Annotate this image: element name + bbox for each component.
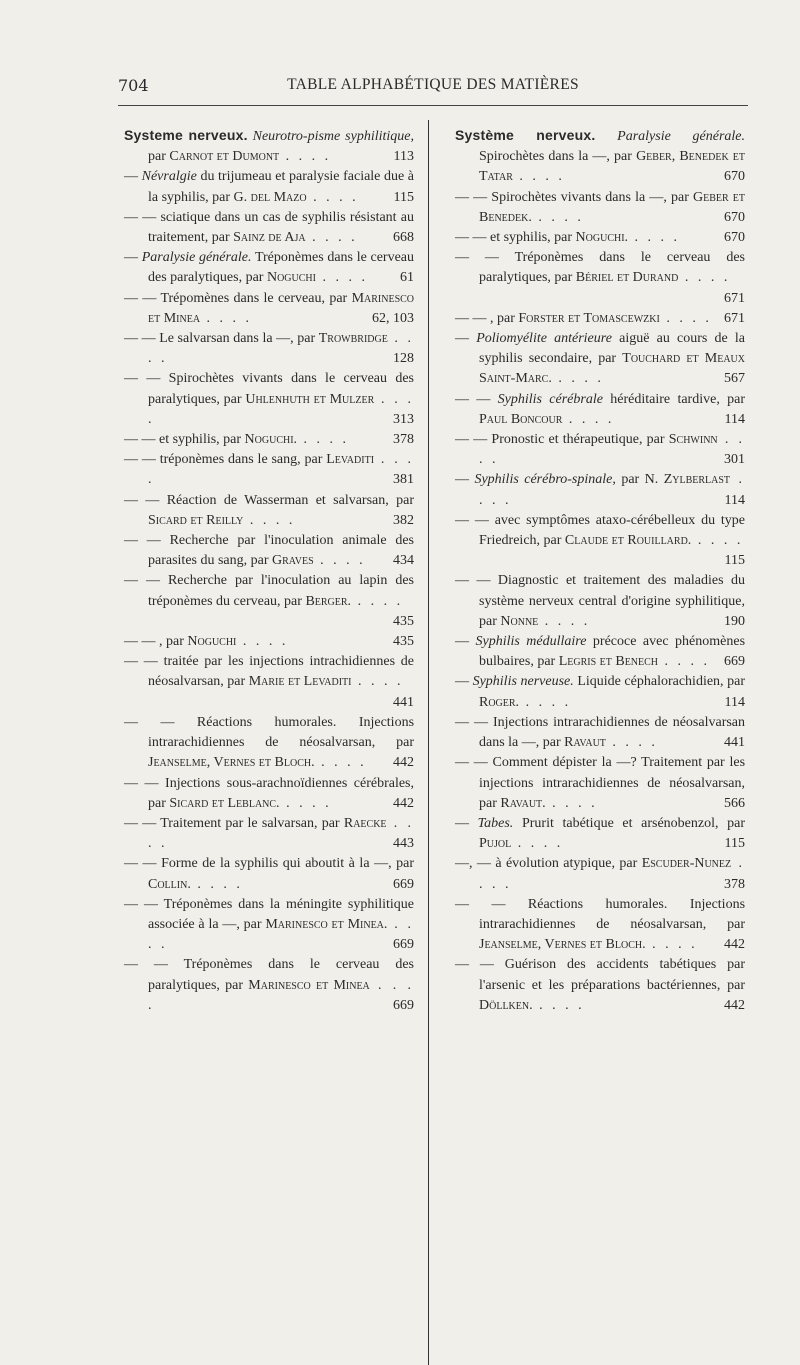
- entry-text: Comment dépister la —? Traitement par les injections intrarachidiennes de néosalvarsan, par: [479, 755, 746, 811]
- index-entry: [455, 248, 745, 309]
- index-entry: [455, 814, 745, 854]
- entry-text: Liquide céphalorachidien, par: [577, 674, 745, 690]
- entry-page: 567: [724, 371, 745, 387]
- index-entry: [124, 955, 414, 1016]
- entry-page: 671: [724, 310, 745, 326]
- index-entry: [455, 329, 745, 390]
- leader-dots: . . . .: [605, 735, 658, 751]
- index-entry: [455, 713, 745, 753]
- entry-text: Le salvarsan dans la —, par: [159, 331, 316, 347]
- entry-author: Marinesco et Minea: [148, 290, 415, 326]
- entry-dash: — —: [124, 452, 156, 468]
- entry-dash: —: [455, 815, 469, 831]
- entry-dash: — —: [124, 371, 161, 387]
- entry-author: Pujol: [479, 836, 512, 852]
- entry-dash: — —: [455, 250, 499, 266]
- entry-dash: — —: [455, 573, 491, 589]
- index-entry: [455, 955, 745, 1016]
- entry-page: 443: [393, 836, 414, 852]
- index-entry: [124, 774, 414, 814]
- entry-text: Spirochètes vivants dans le cerveau des paralytiques, par: [148, 371, 414, 407]
- index-entry: [455, 854, 745, 894]
- entry-text: Réaction de Wasserman et salvarsan, par: [166, 492, 414, 508]
- entry-page: 668: [393, 230, 414, 246]
- entry-text: aiguë au cours de la syphilis secondaire, par: [479, 331, 745, 367]
- index-entry: [124, 430, 414, 450]
- entry-text: Tréponèmes dans le cerveau des paralytiques, par: [479, 250, 746, 286]
- entry-page: 669: [393, 876, 414, 892]
- header-rule: [118, 105, 748, 106]
- entry-dash: — —: [124, 432, 156, 448]
- entry-author: Noguchi.: [244, 432, 298, 448]
- entry-page: 301: [724, 452, 745, 468]
- entry-dash: — —: [124, 775, 159, 791]
- entry-topic: Paralysie générale.: [141, 250, 252, 266]
- entry-page: 114: [724, 411, 745, 427]
- entry-dash: —: [124, 250, 138, 266]
- right-column: [455, 125, 745, 1016]
- index-entry: [124, 531, 414, 571]
- entry-text: Réactions humorales. Injections intrarachidiennes de néosalvarsan, par: [148, 714, 415, 751]
- entry-dash: — —: [455, 189, 488, 205]
- entry-text: Diagnostic et traitement des maladies du système nerveux central d'origine syphilitique, par: [479, 573, 745, 629]
- entry-text: Tréponèmes dans le cerveau des paralytiques, par: [148, 250, 414, 286]
- entry-author: Collin.: [148, 876, 191, 892]
- entry-author: Roger.: [479, 694, 520, 710]
- entry-page: 190: [724, 613, 745, 629]
- leader-dots: . . . .: [351, 674, 404, 690]
- entry-text: Injections intrarachidiennes de néosalvarsan dans la —, par: [479, 714, 746, 751]
- leader-dots: . . . .: [562, 411, 615, 427]
- page-number: 704: [118, 76, 149, 95]
- entry-author: Döllken.: [479, 997, 533, 1013]
- leader-dots: . . . .: [148, 331, 415, 367]
- index-entry: [455, 470, 745, 510]
- entry-author: Jeanselme, Vernes et Bloch.: [479, 937, 646, 953]
- entry-page: 378: [393, 432, 414, 448]
- entry-page: 114: [724, 694, 745, 710]
- entry-page: 670: [724, 230, 745, 246]
- leader-dots: . . . .: [148, 977, 415, 1013]
- entry-text: par: [148, 149, 166, 165]
- leader-dots: . . . .: [190, 876, 243, 892]
- index-entry: [455, 309, 745, 329]
- entry-dash: — —: [124, 492, 160, 508]
- leader-dots: . . . .: [314, 755, 367, 771]
- column-divider: [428, 120, 429, 1365]
- entry-author: Jeanselme, Vernes et Bloch.: [148, 755, 315, 771]
- entry-dash: —: [124, 169, 138, 185]
- leader-dots: . . . .: [279, 149, 332, 165]
- leader-dots: . . . .: [531, 209, 584, 225]
- index-entry: [124, 450, 414, 490]
- entry-text: Guérison des accidents tabétiques par l'arsenic et les préparations bactériennes, par: [479, 957, 746, 993]
- entry-author: Ravaut.: [500, 795, 546, 811]
- leader-dots: . . . .: [538, 613, 591, 629]
- entry-page: 378: [724, 876, 745, 892]
- entry-dash: — —: [455, 896, 506, 912]
- entry-text: , par: [490, 310, 515, 326]
- leader-dots: . . . .: [313, 553, 366, 569]
- entry-dash: — —: [455, 957, 494, 973]
- entry-author: Raecke: [343, 815, 387, 831]
- entry-author: Carnot et Dumont: [169, 149, 280, 165]
- entry-text: précoce avec phénomènes bulbaires, par: [479, 634, 746, 670]
- entry-page: 669: [724, 654, 745, 670]
- entry-page: 128: [393, 351, 414, 367]
- page-header: [118, 76, 748, 98]
- leader-dots: . . . .: [351, 593, 404, 609]
- entry-dash: — —: [455, 512, 489, 528]
- index-entry: [455, 571, 745, 632]
- entry-topic: Syphilis cérébro-spinale,: [474, 472, 616, 488]
- entry-page: 670: [724, 169, 745, 185]
- leader-dots: . . . .: [306, 189, 359, 205]
- entry-page: 670: [724, 209, 745, 225]
- index-entry: [124, 369, 414, 430]
- index-entry: [124, 854, 414, 894]
- entry-author: Sicard et Reilly: [148, 512, 244, 528]
- leader-dots: . . . .: [305, 230, 358, 246]
- entry-author: Graves: [272, 553, 314, 569]
- entry-page: 62, 103: [372, 310, 414, 326]
- index-entry: [455, 632, 745, 672]
- entry-author: Geber et Benedek.: [479, 189, 746, 225]
- entry-page: 441: [724, 735, 745, 751]
- entry-page: 381: [393, 472, 414, 488]
- entry-dash: — —: [455, 432, 488, 448]
- entry-page: 441: [393, 694, 414, 710]
- entry-author: Forster et Tomascewzki: [518, 310, 660, 326]
- entry-topic: Neurotro-pisme syphilitique,: [252, 129, 414, 144]
- entry-page: 61: [400, 270, 414, 286]
- entry-page: 442: [393, 795, 414, 811]
- entry-author: Uhlenhuth et Mulzer: [245, 391, 375, 407]
- entry-page: 442: [724, 997, 745, 1013]
- index-entry: [455, 188, 745, 228]
- entry-topic: Syphilis cérébrale: [497, 391, 603, 407]
- index-entry: [124, 895, 414, 956]
- entry-heading: Systeme nerveux.: [124, 127, 248, 143]
- entry-dash: — —: [124, 896, 158, 912]
- index-entry: [455, 753, 745, 814]
- entry-author: Trowbridge: [318, 331, 388, 347]
- index-entry: [455, 511, 745, 572]
- index-entry: [124, 652, 414, 713]
- entry-page: 442: [393, 755, 414, 771]
- leader-dots: . . . .: [479, 856, 746, 892]
- index-entry: [124, 125, 414, 167]
- leader-dots: . . . .: [691, 533, 744, 549]
- entry-page: 669: [393, 937, 414, 953]
- entry-text: du trijumeau et paralysie faciale due à la syphilis, par G.: [148, 169, 415, 205]
- entry-page: 434: [393, 553, 414, 569]
- entry-text: Prurit tabétique et arsénobenzol, par: [521, 815, 746, 831]
- entry-dash: — —: [124, 573, 160, 589]
- index-entry: [455, 895, 745, 956]
- entry-dash: — —: [124, 654, 158, 670]
- leader-dots: . . . .: [511, 836, 564, 852]
- index-entry: [124, 814, 414, 854]
- entry-author: Legris et Benech: [558, 654, 659, 670]
- entry-author: Schwinn: [668, 432, 718, 448]
- leader-dots: . . . .: [551, 371, 604, 387]
- entry-author: Nonne: [500, 613, 539, 629]
- entry-text: Spirochètes dans la —, par: [479, 149, 632, 165]
- leader-dots: . . . .: [545, 795, 598, 811]
- entry-text: Réactions humorales. Injections intrarachidiennes de néosalvarsan, par: [479, 896, 746, 932]
- entry-page: 114: [724, 492, 745, 508]
- leader-dots: . . . .: [479, 432, 746, 468]
- entry-author: Claude et Rouillard.: [564, 533, 692, 549]
- entry-topic: Tabes.: [477, 815, 514, 831]
- entry-text: héréditaire tardive, par: [610, 391, 746, 407]
- entry-dash: — —: [124, 331, 156, 347]
- leader-dots: . . . .: [479, 472, 745, 508]
- leader-dots: . . . .: [243, 512, 296, 528]
- entry-dash: — —: [124, 856, 157, 872]
- entry-page: 115: [393, 189, 414, 205]
- entry-dash: —: [455, 472, 469, 488]
- entry-topic: Névralgie: [141, 169, 197, 185]
- index-entry: [455, 228, 745, 248]
- entry-topic: Paralysie générale.: [617, 129, 745, 144]
- entry-text: Pronostic et thérapeutique, par: [491, 432, 665, 448]
- entry-text: traitée par les injections intrachidiennes de néosalvarsan, par: [148, 654, 415, 690]
- entry-author: Geber, Benedek et Tatar: [479, 149, 746, 185]
- entry-text: Tréponèmes dans la méningite syphilitique associée à la —, par: [148, 896, 415, 932]
- entry-page: 669: [393, 997, 414, 1013]
- entry-text: et syphilis, par: [490, 230, 573, 246]
- entry-dash: — —: [124, 815, 157, 831]
- index-entry: [124, 167, 414, 207]
- entry-author: Escuder-Nunez: [641, 856, 732, 872]
- entry-page: 435: [393, 613, 414, 629]
- entry-author: Marinesco et Minea.: [265, 916, 388, 932]
- entry-text: , par: [159, 634, 184, 650]
- entry-author: Paul Boncour: [479, 411, 563, 427]
- entry-dash: — —: [124, 634, 156, 650]
- entry-page: 313: [393, 411, 414, 427]
- index-entry: [455, 672, 745, 712]
- entry-text: Forme de la syphilis qui aboutit à la —, par: [161, 856, 415, 872]
- leader-dots: . . . .: [148, 391, 415, 427]
- entry-heading: Système nerveux.: [455, 127, 596, 143]
- leader-dots: . . . .: [628, 230, 681, 246]
- entry-author: Ravaut: [564, 735, 606, 751]
- entry-text: Traitement par le salvarsan, par: [160, 815, 340, 831]
- leader-dots: . . . .: [659, 310, 712, 326]
- entry-dash: — —: [124, 957, 168, 973]
- leader-dots: . . . .: [148, 916, 414, 953]
- index-entry: [455, 430, 745, 470]
- entry-dash: —: [455, 634, 469, 650]
- entry-text: par N.: [621, 472, 659, 488]
- leader-dots: . . . .: [148, 815, 415, 852]
- entry-topic: Syphilis nerveuse.: [472, 674, 574, 690]
- entry-author: Sainz de Aja: [233, 230, 306, 246]
- entry-text: avec symptômes ataxo-cérébelleux du type Friedreich, par: [479, 512, 746, 549]
- entry-text: sciatique dans un cas de syphilis résistant au traitement, par: [148, 209, 415, 246]
- entry-author: Levaditi: [326, 452, 375, 468]
- entry-topic: Poliomyélite antérieure: [476, 331, 612, 347]
- entry-text: à évolution atypique, par: [495, 856, 638, 872]
- entry-page: 382: [393, 512, 414, 528]
- entry-dash: — —: [455, 755, 488, 771]
- entry-author: Bériel et Durand: [575, 270, 679, 286]
- leader-dots: . . . .: [645, 937, 698, 953]
- leader-dots: . . . .: [236, 634, 289, 650]
- leader-dots: . . . .: [148, 452, 415, 488]
- entry-page: 113: [393, 149, 414, 165]
- entry-text: Recherche par l'inoculation animale des parasites du sang, par: [148, 533, 414, 569]
- leader-dots: . . . .: [200, 310, 253, 326]
- entry-dash: — —: [124, 533, 161, 549]
- leader-dots: . . . .: [279, 795, 332, 811]
- leader-dots: . . . .: [532, 997, 585, 1013]
- index-entry: [124, 632, 414, 652]
- entry-text: Spirochètes vivants dans la —, par: [491, 189, 689, 205]
- index-entry: [124, 329, 414, 369]
- entry-page: 566: [724, 795, 745, 811]
- entry-text: et syphilis, par: [159, 432, 242, 448]
- leader-dots: . . . .: [678, 270, 731, 286]
- index-entry: [124, 713, 414, 774]
- entry-page: 671: [724, 290, 745, 306]
- index-entry: [124, 491, 414, 531]
- entry-page: 115: [724, 553, 745, 569]
- entry-author: Marie et Levaditi: [248, 674, 352, 690]
- index-entry: [455, 125, 745, 188]
- entry-author: Sicard et Leblanc.: [169, 795, 280, 811]
- entry-page: 435: [393, 634, 414, 650]
- entry-dash: —: [455, 331, 469, 347]
- entry-author: Marinesco et Minea: [248, 977, 370, 993]
- leader-dots: . . . .: [315, 270, 368, 286]
- leader-dots: . . . .: [658, 654, 711, 670]
- index-entry: [124, 248, 414, 288]
- index-entry: [124, 289, 414, 329]
- entry-page: 442: [724, 937, 745, 953]
- entry-author: Touchard et Meaux Saint-Marc.: [479, 351, 746, 387]
- entry-text: Trépomènes dans le cerveau, par: [160, 290, 348, 306]
- entry-text: Injections sous-arachnoïdiennes cérébrales, par: [148, 775, 415, 811]
- entry-dash: —, —: [455, 856, 491, 872]
- entry-dash: — —: [124, 290, 157, 306]
- left-column: [124, 125, 414, 1016]
- entry-author: Berger.: [305, 593, 352, 609]
- entry-topic: Syphilis médullaire: [475, 634, 587, 650]
- index-entry: [455, 390, 745, 430]
- leader-dots: . . . .: [512, 169, 565, 185]
- entry-dash: — —: [455, 714, 488, 730]
- entry-page: 115: [724, 836, 745, 852]
- index-entry: [124, 571, 414, 632]
- running-title: TABLE ALPHABÉTIQUE DES MATIÈRES: [287, 76, 579, 93]
- entry-dash: —: [455, 674, 469, 690]
- entry-text: Recherche par l'inoculation au lapin des tréponèmes du cerveau, par: [148, 573, 414, 609]
- index-entry: [124, 208, 414, 248]
- leader-dots: . . . .: [297, 432, 350, 448]
- entry-author: Noguchi: [187, 634, 237, 650]
- entry-text: tréponèmes dans le sang, par: [159, 452, 323, 468]
- entry-dash: — —: [455, 230, 487, 246]
- entry-author: del Mazo: [250, 189, 307, 205]
- entry-author: Noguchi.: [575, 230, 629, 246]
- entry-author: Zylberlast: [663, 472, 731, 488]
- entry-dash: — —: [455, 310, 487, 326]
- entry-author: Noguchi: [266, 270, 316, 286]
- entry-dash: — —: [455, 391, 491, 407]
- entry-text: Tréponèmes dans le cerveau des paralytiques, par: [148, 957, 415, 993]
- entry-dash: — —: [124, 209, 157, 225]
- leader-dots: . . . .: [519, 694, 572, 710]
- entry-dash: — —: [124, 714, 175, 730]
